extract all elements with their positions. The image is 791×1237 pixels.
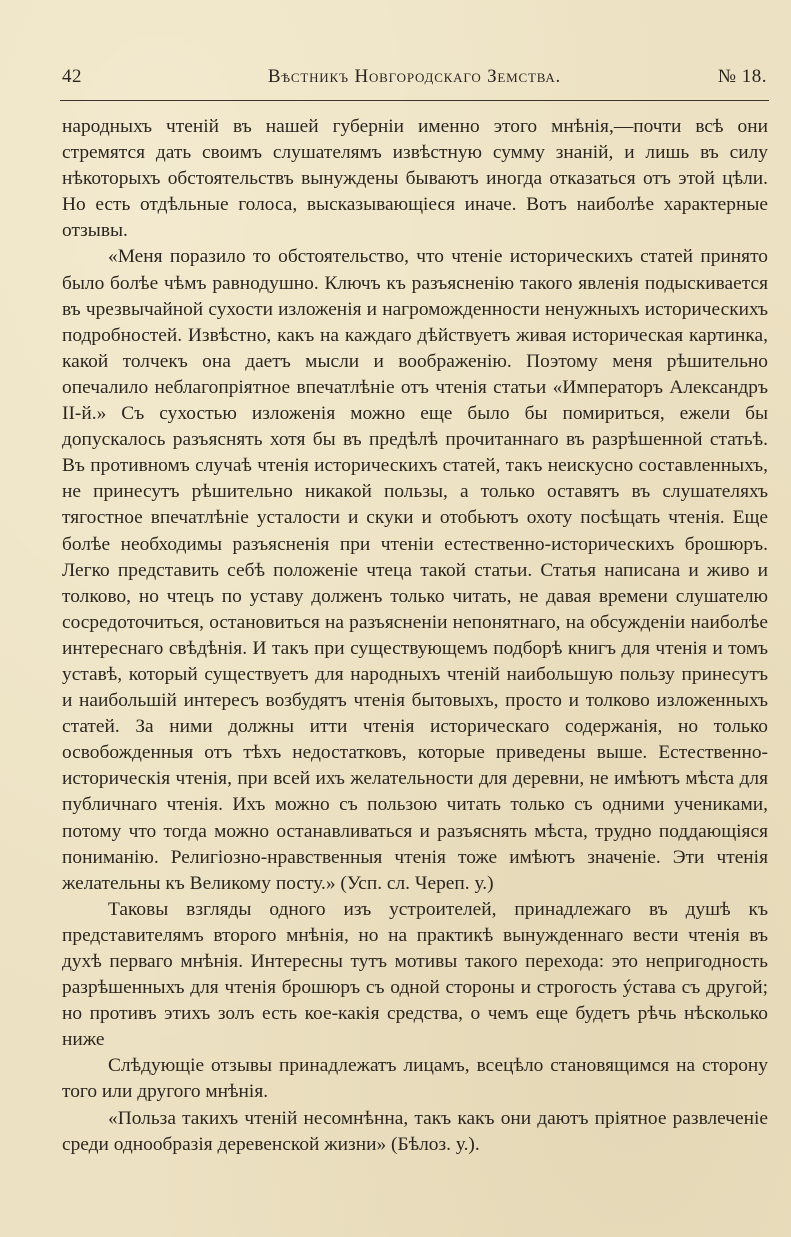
paragraph-4: Слѣдующіе отзывы принадлежатъ лицамъ, всецѣло становящимся на сторону того или другого мнѣнія. <box>62 1055 768 1103</box>
page-number: 42 <box>62 66 82 87</box>
paragraph-1: народныхъ чтеній въ нашей губерніи именно этого мнѣнія,—почти всѣ они стремятся дать своимъ слушателямъ извѣстную сумму знаній, и лишь въ силу нѣкоторыхъ обстоятельствъ вынуждены бываютъ иногда отказаться отъ этой цѣли. Но есть отдѣльные голоса, высказывающіеся иначе. Вотъ наиболѣе характерные отзывы. <box>62 116 768 242</box>
running-header <box>62 66 767 96</box>
paragraph-3: Таковы взгляды одного изъ устроителей, принадлежаго въ душѣ къ представителямъ второго мнѣнія, но на практикѣ вынужденнаго вести чтенія въ духѣ перваго мнѣнія. Интересны тутъ мотивы такого перехода: это непригодность разрѣшенныхъ для чтенія брошюръ съ одной стороны и строгость ýстава съ другой; но противъ этихъ золъ есть кое-какія средства, о чемъ еще будетъ рѣчь нѣсколько ниже <box>62 898 768 1051</box>
header-rule <box>60 100 769 101</box>
page-body <box>62 114 768 1158</box>
paragraph-2-quote: «Меня поразило то обстоятельство, что чтеніе историческихъ статей принято было болѣе чѣмъ равнодушно. Ключъ къ разъясненію такого явленія подыскивается въ чрезвычайной сухости изложенія и нагроможденности ненужныхъ историческихъ подробностей. Извѣстно, какъ на каждаго дѣйствуетъ живая историческая картинка, какой толчекъ она даетъ мысли и воображенію. Поэтому меня рѣшительно опечалило неблагопріятное впечатлѣніе отъ чтенія статьи «Императоръ Александръ II-й.» Съ сухостью изложенія можно еще было бы помириться, ежели бы допускалось разъяснять хотя бы въ предѣлѣ прочитаннаго въ разрѣшенной статьѣ. Въ противномъ случаѣ чтенія историческихъ статей, такъ неискусно составленныхъ, не принесутъ рѣшительно никакой пользы, а только оставятъ въ слушателяхъ тягостное впечатлѣніе усталости и скуки и отобьютъ охоту посѣщать чтенія. Еще болѣе необходимы разъясненія при чтеніи естественно-историческихъ брошюръ. Легко представить себѣ положеніе чтеца такой статьи. Статья написана и живо и толково, но чтецъ по уставу долженъ только читать, не давая времени слушателю сосредоточиться, остановиться на разъясненіи непонятнаго, на обсужденіи наиболѣе интереснаго свѣдѣнія. И такъ при существующемъ подборѣ книгъ для чтенія и томъ уставѣ, который существуетъ для народныхъ чтеній наибольшую пользу принесутъ и наибольшій интересъ возбудятъ чтенія бытовыхъ, просто и толково изложенныхъ статей. За ними должны итти чтенія историческаго содержанія, но только освобожденныя отъ тѣхъ недостатковъ, которые приведены выше. Естественно-историческія чтенія, при всей ихъ желательности для деревни, не имѣютъ мѣста для публичнаго чтенія. Ихъ можно съ пользою читать только съ одними учениками, потому что тогда можно останавливаться и разъяснять мѣста, трудно поддающіяся пониманію. Религіозно-нравственныя чтенія тоже имѣютъ значеніе. Эти чтенія желательны къ Великому посту.» (Усп. сл. Череп. у.) <box>62 246 768 894</box>
journal-title: Вѣстникъ Новгородскаго Земства. <box>267 66 562 87</box>
paragraph-5-quote: «Польза такихъ чтеній несомнѣнна, такъ какъ они даютъ пріятное развлеченіе среди однообразія деревенской жизни» (Бѣлоз. у.). <box>62 1107 768 1155</box>
issue-number: № 18. <box>717 66 767 87</box>
